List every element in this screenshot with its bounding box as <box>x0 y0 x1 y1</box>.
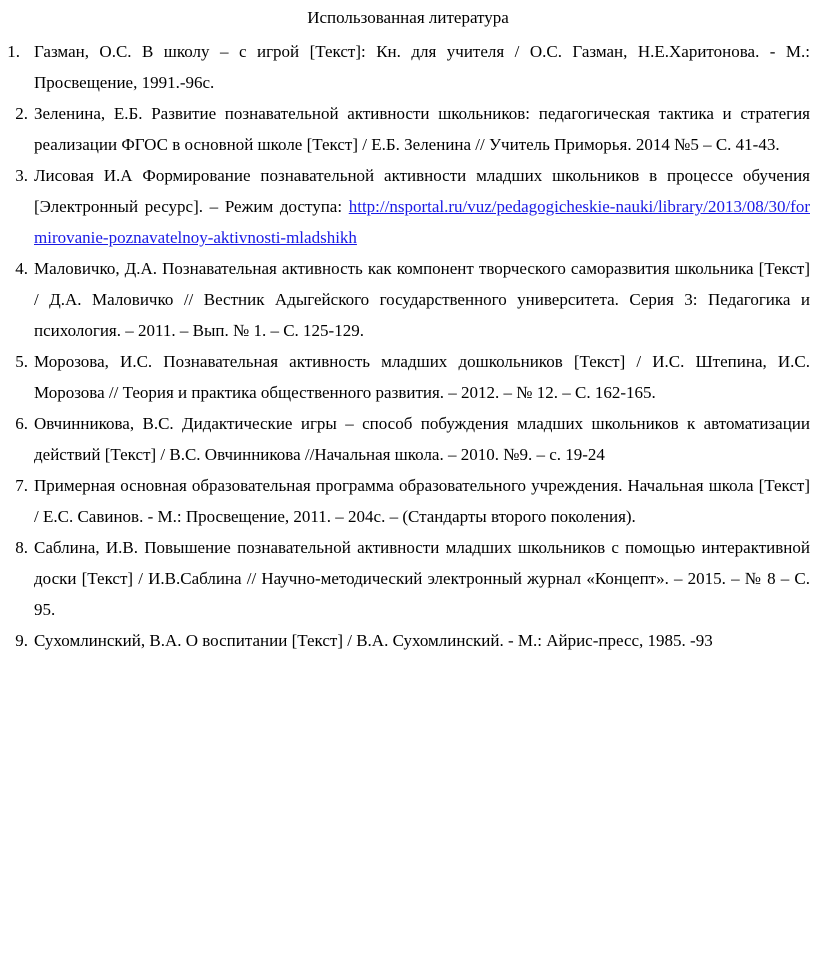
list-item <box>6 625 810 656</box>
reference-text: Сухомлинский, В.А. О воспитании [Текст] / В.А. Сухомлинский. - М.: Айрис-пресс, 1985. -93 <box>34 631 713 650</box>
reference-text: Зеленина, Е.Б. Развитие познавательной активности школьников: педагогическая тактика и стратегия реализации ФГОС в основной школе [Текст] / Е.Б. Зеленина // Учитель Приморья. 2014 №5 – С. 41-43. <box>34 104 810 154</box>
reference-text: Газман, О.С. В школу – с игрой [Текст]: Кн. для учителя / О.С. Газман, Н.Е.Харитонова. - М.: Просвещение, 1991.-96с. <box>34 42 810 92</box>
reference-text: Лисовая И.А Формирование познавательной активности младших школьников в процессе обучения [Электронный ресурс]. – Режим доступа: <box>34 166 810 216</box>
reference-link[interactable]: http://nsportal.ru/vuz/pedagogicheskie-nauki/library/2013/08/30/formirovanie-poznavatelnoy-aktivnosti-mladshikh <box>34 197 810 247</box>
list-item <box>6 532 810 625</box>
list-item <box>6 253 810 346</box>
list-item <box>6 470 810 532</box>
list-item <box>6 346 810 408</box>
reference-text: Саблина, И.В. Повышение познавательной активности младших школьников с помощью интерактивной доски [Текст] / И.В.Саблина // Научно-методический электронный журнал «Концепт». – 2015. – № 8 – С. 95. <box>34 538 810 619</box>
list-item <box>6 408 810 470</box>
page-title: Использованная литература <box>307 8 509 27</box>
list-item <box>6 98 810 160</box>
reference-list <box>6 36 810 656</box>
reference-text: Морозова, И.С. Познавательная активность младших дошкольников [Текст] / И.С. Штепина, И.С. Морозова // Теория и практика общественного развития. – 2012. – № 12. – С. 162-165. <box>34 352 810 402</box>
reference-text: Примерная основная образовательная программа образовательного учреждения. Начальная школа [Текст] / Е.С. Савинов. - М.: Просвещение, 2011. – 204с. – (Стандарты второго поколения). <box>34 476 810 526</box>
list-item <box>6 160 810 253</box>
reference-text: Маловичко, Д.А. Познавательная активность как компонент творческого саморазвития школьника [Текст] / Д.А. Маловичко // Вестник Адыгейского государственного университета. Серия 3: Педагогика и психология. – 2011. – Вып. № 1. – С. 125-129. <box>34 259 810 340</box>
list-item <box>6 36 810 98</box>
reference-text: Овчинникова, В.С. Дидактические игры – способ побуждения младших школьников к автоматизации действий [Текст] / В.С. Овчинникова //Начальная школа. – 2010. №9. – с. 19-24 <box>34 414 810 464</box>
